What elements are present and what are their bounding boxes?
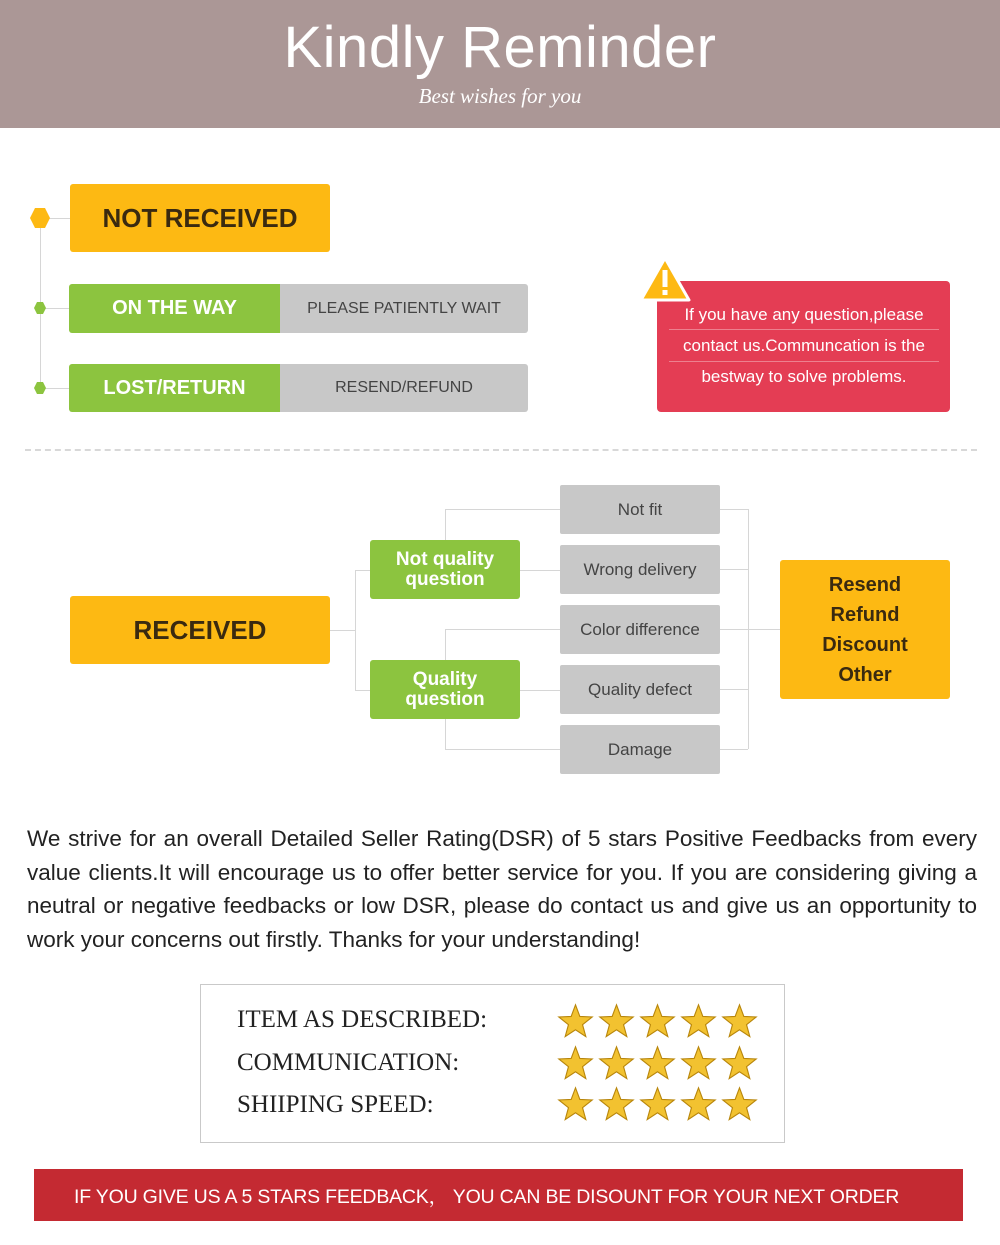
banner-text: IF YOU GIVE US A 5 STARS FEEDBACK， YOU CAN BE DISOUNT FOR YOUR NEXT ORDER [74, 1186, 900, 1208]
section-divider [25, 449, 977, 451]
flow-connector [445, 509, 446, 540]
reason-damage [560, 725, 720, 774]
not-quality-question [370, 540, 520, 599]
flow-connector [720, 509, 748, 510]
star-icon [598, 1045, 635, 1082]
rating-label-item-described: ITEM AS DESCRIBED: [237, 1006, 488, 1033]
alert-divider [669, 361, 939, 362]
solution-label: Other [838, 663, 892, 686]
feedback-paragraph [27, 822, 977, 956]
rating-stars [557, 1086, 758, 1123]
solutions-box [780, 560, 950, 699]
star-icon [557, 1003, 594, 1040]
flow-connector [330, 630, 355, 631]
action-label: RESEND/REFUND [335, 379, 473, 396]
alert-divider [669, 329, 939, 330]
received-label [70, 596, 330, 664]
reason-label: Wrong delivery [583, 559, 697, 579]
hexagon-bullet-icon [34, 382, 46, 394]
paragraph-line: We strive for an overall Detailed Seller Rating(DSR) of 5 stars Positive Feedbacks from every [27, 826, 977, 851]
rating-stars [557, 1003, 758, 1040]
rating-label-communication: COMMUNICATION: [237, 1049, 460, 1076]
rating-label-shipping-speed: SHIIPING SPEED: [237, 1091, 434, 1118]
star-icon [721, 1045, 758, 1082]
group-label-line: Not quality [395, 548, 495, 570]
star-icon [721, 1003, 758, 1040]
hexagon-bullet-icon [30, 208, 50, 228]
paragraph-line: work your concerns out firstly. Thanks for your understanding! [27, 926, 641, 952]
group-label-line: Quality [412, 668, 478, 690]
status-label: ON THE WAY [112, 297, 237, 319]
flow-connector [355, 570, 370, 571]
warning-triangle-icon [639, 256, 691, 302]
flow-connector [720, 569, 748, 570]
alert-text-line: bestway to solve problems. [701, 367, 907, 386]
star-icon [598, 1003, 635, 1040]
solution-label: Resend [828, 573, 902, 596]
paragraph-line: neutral or negative feedbacks or low DSR, please do contact us and give us an opportunity to [27, 893, 977, 918]
reason-wrong-delivery [560, 545, 720, 594]
dsr-rating-box [200, 984, 785, 1143]
star-icon [639, 1003, 676, 1040]
star-icon [598, 1086, 635, 1123]
flow-connector [445, 719, 446, 749]
reason-color-difference [560, 605, 720, 654]
reason-label: Not fit [617, 499, 663, 519]
star-icon [557, 1045, 594, 1082]
flow-connector [748, 629, 780, 630]
contact-alert-box [657, 281, 950, 412]
star-icon [639, 1086, 676, 1123]
action-label: PLEASE PATIENTLY WAIT [307, 299, 501, 317]
received-text: RECEIVED [133, 614, 267, 645]
page-subtitle: Best wishes for you [418, 84, 582, 108]
status-label: LOST/RETURN [103, 376, 246, 399]
status-on-the-way [69, 284, 280, 333]
rating-stars [557, 1045, 758, 1082]
star-icon [721, 1086, 758, 1123]
alert-text-line: contact us.Communcation is the [683, 336, 925, 355]
paragraph-line: value clients.It will encourage us to offer better service for you. If you are considering giving a [27, 859, 977, 885]
alert-text-line: If you have any question,please [684, 305, 924, 324]
not-received-text: NOT RECEIVED [102, 202, 298, 233]
flow-connector [355, 570, 356, 690]
star-icon [639, 1045, 676, 1082]
reason-not-fit [560, 485, 720, 534]
reason-quality-defect [560, 665, 720, 714]
flow-connector [445, 749, 560, 750]
header-banner [0, 0, 1000, 128]
flow-connector [445, 629, 446, 660]
status-lost-return [69, 364, 280, 412]
star-icon [680, 1086, 717, 1123]
solution-label: Refund [830, 603, 900, 626]
reason-label: Color difference [580, 619, 700, 639]
flow-connector [720, 689, 748, 690]
not-received-label [70, 184, 330, 252]
reason-label: Damage [607, 739, 673, 759]
star-icon [557, 1086, 594, 1123]
flow-connector [720, 629, 748, 630]
flow-connector [720, 749, 748, 750]
action-patiently-wait [280, 284, 528, 333]
flow-connector [445, 509, 560, 510]
flow-connector [520, 690, 560, 691]
star-icon [680, 1045, 717, 1082]
quality-question [370, 660, 520, 719]
solution-label: Discount [822, 633, 908, 656]
flow-connector [355, 690, 370, 691]
flow-connector [445, 629, 560, 630]
group-label-line: question [405, 568, 485, 590]
hexagon-bullet-icon [34, 302, 46, 314]
page-title: Kindly Reminder [283, 15, 717, 80]
group-label-line: question [405, 688, 485, 710]
reason-label: Quality defect [588, 679, 692, 699]
flow-connector [520, 570, 560, 571]
action-resend-refund [280, 364, 528, 412]
discount-banner [34, 1169, 963, 1221]
star-icon [680, 1003, 717, 1040]
